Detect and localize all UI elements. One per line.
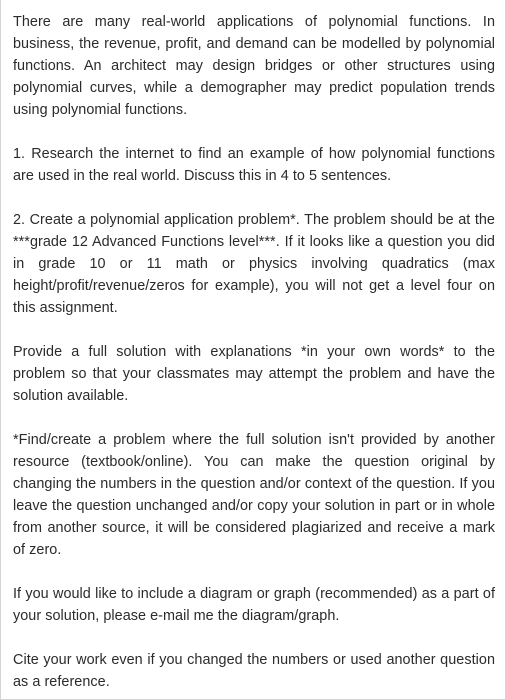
task-1-paragraph: 1. Research the internet to find an example of how polynomial functions are used in the real world. Discuss this in 4 to 5 sentences. bbox=[13, 146, 495, 184]
assignment-text bbox=[13, 11, 495, 693]
intro-paragraph: There are many real-world applications of polynomial functions. In business, the revenue, profit, and demand can be modelled by polynomial functions. An architect may design bridges or other structures using polynomial curves, while a demographer may predict population trends using polynomial functions. bbox=[13, 14, 495, 118]
originality-note-paragraph: *Find/create a problem where the full solution isn't provided by another resource (textbook/online). You can make the question original by changing the numbers in the question and/or context of the question. If you leave the question unchanged and/or copy your solution in part or in whole from another source, it will be considered plagiarized and receive a mark of zero. bbox=[13, 432, 495, 558]
diagram-note-paragraph: If you would like to include a diagram or graph (recommended) as a part of your solution, please e-mail me the diagram/graph. bbox=[13, 586, 495, 624]
task-2-paragraph: 2. Create a polynomial application problem*. The problem should be at the ***grade 12 Advanced Functions level***. If it looks like a question you did in grade 10 or 11 math or physics involving quadratics (max height/profit/revenue/zeros for example), you will not get a level four on this assignment. bbox=[13, 212, 495, 316]
citation-note-paragraph: Cite your work even if you changed the numbers or used another question as a reference. bbox=[13, 652, 495, 690]
solution-instructions-paragraph: Provide a full solution with explanations *in your own words* to the problem so that your classmates may attempt the problem and have the solution available. bbox=[13, 344, 495, 404]
